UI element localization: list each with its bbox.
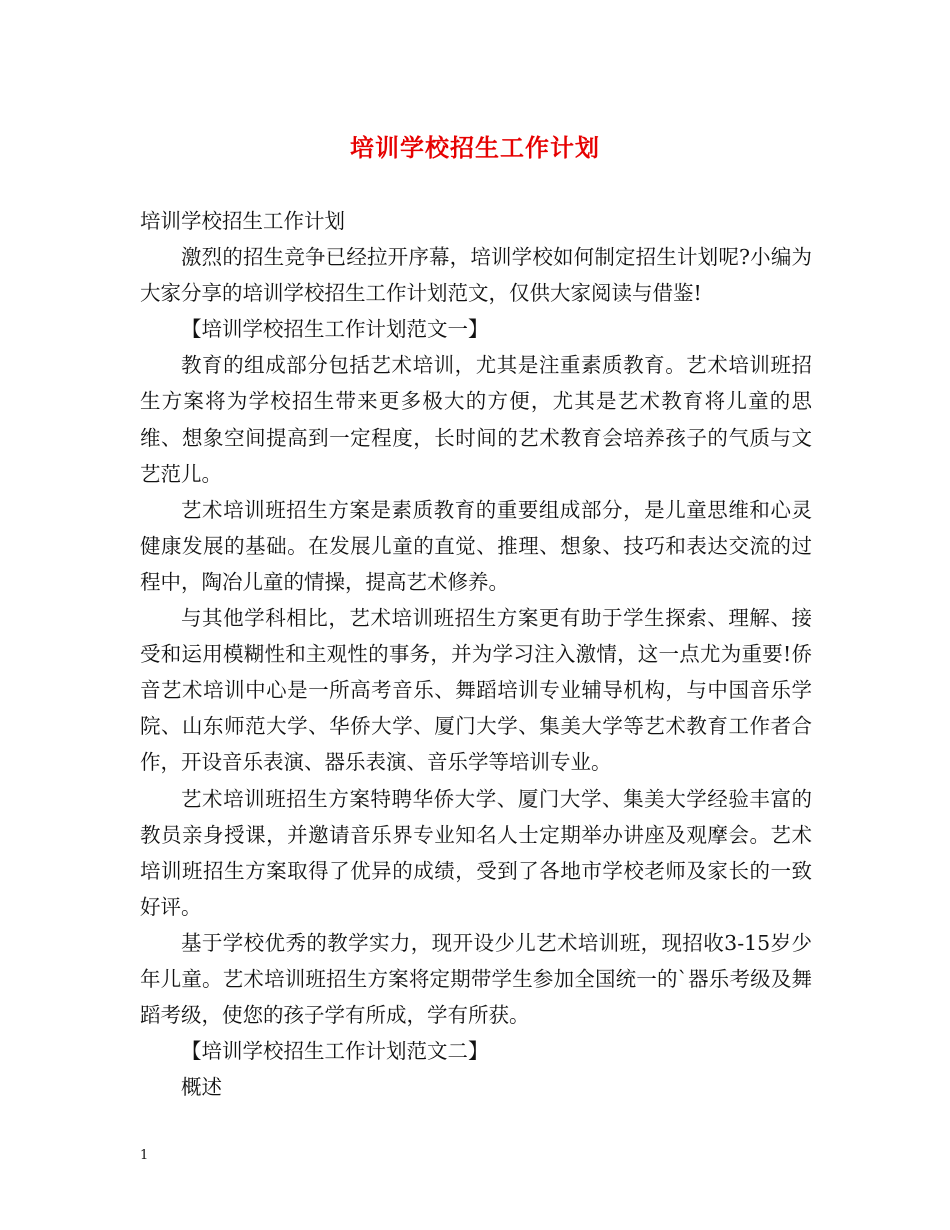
paragraph-heading: 培训学校招生工作计划 (140, 209, 345, 233)
paragraph: 艺术培训班招生方案是素质教育的重要组成部分，是儿童思维和心灵健康发展的基础。在发展儿童的直觉、推理、想象、技巧和表达交流的过程中，陶冶儿童的情操，提高艺术修养。 (140, 497, 812, 594)
paragraph: 教育的组成部分包括艺术培训，尤其是注重素质教育。艺术培训班招生方案将为学校招生带来更多极大的方便，尤其是艺术教育将儿童的思维、想象空间提高到一定程度，长时间的艺术教育会培养孩子的气质与文艺范儿。 (140, 353, 812, 486)
paragraph-intro: 激烈的招生竞争已经拉开序幕，培训学校如何制定招生计划呢?小编为大家分享的培训学校招生工作计划范文，仅供大家阅读与借鉴! (140, 245, 812, 306)
section-heading-two: 【培训学校招生工作计划范文二】 (181, 1039, 489, 1064)
paragraph: 与其他学科相比，艺术培训班招生方案更有助于学生探索、理解、接受和运用模糊性和主观性的事务，并为学习注入激情，这一点尤为重要!侨音艺术培训中心是一所高考音乐、舞蹈培训专业辅导机构，与中国音乐学院、山东师范大学、华侨大学、厦门大学、集美大学等艺术教育工作者合作，开设音乐表演、器乐表演、音乐学等培训专业。 (140, 606, 812, 775)
document-title: 培训学校招生工作计划 (350, 133, 600, 162)
subheading-overview: 概述 (181, 1075, 222, 1100)
section-heading-one: 【培训学校招生工作计划范文一】 (181, 317, 489, 342)
paragraph: 基于学校优秀的教学实力，现开设少儿艺术培训班，现招收3-15岁少年儿童。艺术培训班招生方案将定期带学生参加全国统一的`器乐考级及舞蹈考级，使您的孩子学有所成，学有所获。 (140, 930, 812, 1028)
paragraph: 艺术培训班招生方案特聘华侨大学、厦门大学、集美大学经验丰富的教员亲身授课，并邀请音乐界专业知名人士定期举办讲座及观摩会。艺术培训班招生方案取得了优异的成绩，受到了各地市学校老师及家长的一致好评。 (140, 786, 812, 919)
page-number: 1 (140, 1148, 149, 1163)
document-body (140, 203, 812, 1105)
